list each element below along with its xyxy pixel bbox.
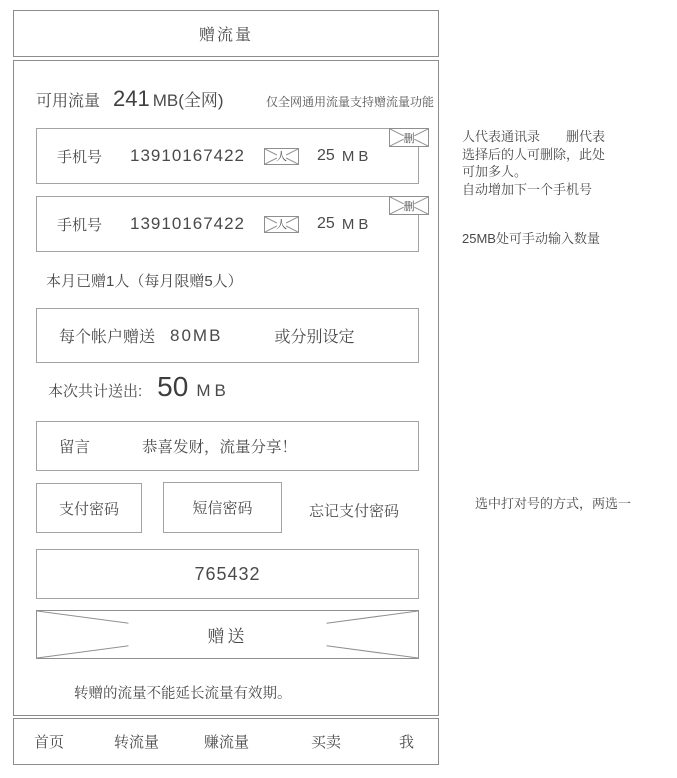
gift-submit-label: 赠送: [207, 627, 248, 646]
total-unit: MB: [196, 381, 230, 400]
recipient-row: [36, 128, 419, 184]
monthly-limit-status: 本月已赠1人（每月限赠5人）: [46, 273, 243, 290]
password-code-input[interactable]: 765432: [36, 549, 419, 599]
annotation-password: 选中打对号的方式，两选一: [475, 496, 632, 511]
validity-footnote: 转赠的流量不能延长流量有效期。: [74, 686, 292, 702]
nav-item-home[interactable]: 首页: [34, 734, 65, 751]
amount-unit: MB: [341, 215, 373, 233]
annotation-line: 人代表通讯录 删代表: [462, 129, 606, 144]
delete-recipient-button[interactable]: [389, 196, 429, 215]
sms-password-button[interactable]: 短信密码: [163, 482, 282, 533]
phone-label: 手机号: [57, 216, 103, 234]
gift-submit-button[interactable]: [36, 610, 419, 659]
forgot-password-link[interactable]: 忘记支付密码: [309, 503, 400, 520]
nav-item-transfer[interactable]: 转流量: [114, 734, 160, 751]
available-label: 可用流量: [36, 93, 101, 110]
nav-item-me[interactable]: 我: [399, 734, 415, 751]
phone-label: 手机号: [57, 148, 103, 166]
contacts-button[interactable]: [264, 148, 299, 165]
amount-input[interactable]: 25: [317, 215, 335, 232]
person-icon-label: 人: [276, 219, 288, 231]
annotation-amount: 25MB处可手动输入数量: [462, 231, 600, 246]
annotation-line: 自动增加下一个手机号: [462, 181, 593, 197]
main-panel: [13, 60, 439, 716]
annotation-line: 可加多人。: [462, 164, 528, 179]
total-row: [48, 371, 230, 403]
nav-item-trade[interactable]: 买卖: [311, 734, 342, 751]
available-unit: MB(全网): [152, 91, 224, 110]
phone-number-input[interactable]: 13910167422: [130, 214, 246, 233]
title-bar: [13, 10, 439, 57]
amount-input[interactable]: 25: [317, 147, 335, 164]
message-input-box[interactable]: [36, 421, 419, 471]
per-account-amount-input[interactable]: 80MB: [170, 325, 223, 345]
recipient-row: [36, 196, 419, 252]
delete-icon-label: 删: [403, 200, 415, 213]
pay-password-button[interactable]: 支付密码: [36, 483, 142, 533]
total-label: 本次共计送出:: [48, 383, 143, 400]
message-text[interactable]: 恭喜发财，流量分享！: [142, 439, 298, 456]
available-balance-row: [36, 86, 434, 118]
amount-unit: MB: [341, 147, 373, 165]
available-note: 仅全网通用流量支持赠流量功能: [265, 95, 434, 109]
bottom-nav: [13, 718, 439, 765]
delete-icon-label: 删: [403, 132, 415, 145]
nav-item-earn[interactable]: 赚流量: [204, 734, 250, 751]
contacts-button[interactable]: [264, 216, 299, 233]
delete-recipient-button[interactable]: [389, 128, 429, 147]
available-value: 241: [113, 86, 150, 111]
total-value: 50: [157, 371, 189, 402]
annotation-line: 选择后的人可删除，此处: [462, 146, 606, 162]
message-label: 留言: [59, 439, 91, 456]
per-account-box: [36, 308, 419, 363]
per-account-label: 每个帐户赠送: [59, 329, 156, 346]
person-icon-label: 人: [276, 151, 288, 163]
page-title: 赠流量: [198, 27, 253, 44]
phone-number-input[interactable]: 13910167422: [130, 146, 246, 165]
set-individually-link[interactable]: 或分别设定: [274, 329, 355, 346]
annotation-contacts: [462, 128, 605, 198]
